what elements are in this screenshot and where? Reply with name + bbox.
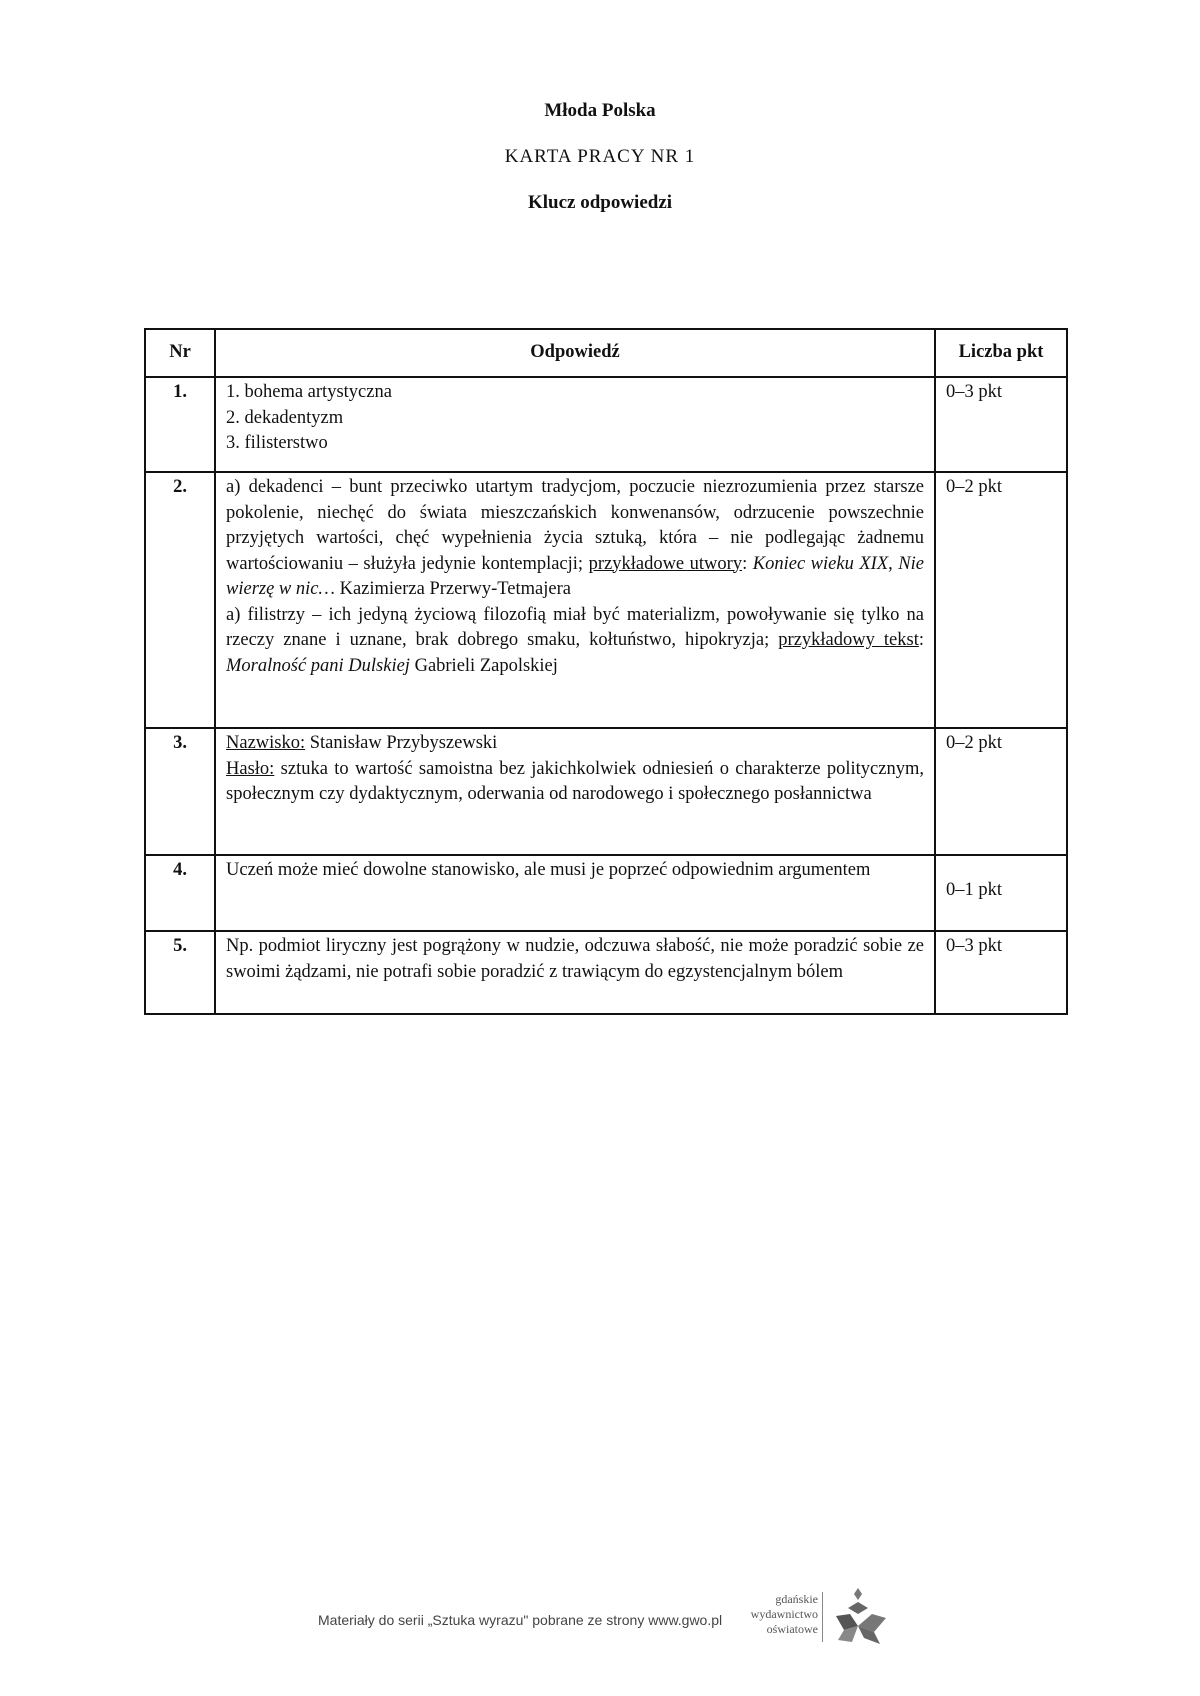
slogan-label: Hasło: xyxy=(226,758,275,779)
publisher-name-line: gdańskie xyxy=(775,1592,818,1606)
header-answer: Odpowiedź xyxy=(215,329,935,377)
answer-line: 2. dekadentyzm xyxy=(226,407,344,428)
publisher-name-line: oświatowe xyxy=(766,1622,818,1636)
row-points: 0–2 pkt xyxy=(935,472,1067,728)
row-number: 1. xyxy=(145,377,215,472)
gwo-logo-icon xyxy=(828,1586,890,1646)
row-answer xyxy=(215,728,935,855)
answer-paragraph-decadents xyxy=(226,475,924,603)
publisher-name xyxy=(740,1592,818,1637)
document-title: Młoda Polska xyxy=(544,100,656,121)
author-name: Gabrieli Zapolskiej xyxy=(409,655,558,676)
table-row xyxy=(145,728,1067,855)
work-title: Nie wierzę w nic… xyxy=(226,553,924,599)
row-number: 5. xyxy=(145,931,215,1014)
row-number: 4. xyxy=(145,855,215,931)
work-title: Moralność pani Dulskiej xyxy=(226,655,410,676)
answer-text: : xyxy=(918,630,924,650)
answer-text: , xyxy=(888,553,899,574)
surname-value: Stanisław Przybyszewski xyxy=(305,733,498,753)
slogan-value: sztuka to wartość samoistna bez jakichkolwiek odniesień o charakterze politycznym, społecznym czy dydaktycznym, oderwania od narodowego i społecznego posłannictwa xyxy=(226,758,924,804)
answer-key-title: Klucz odpowiedzi xyxy=(527,192,673,213)
answer-paragraph-philistines xyxy=(226,603,924,680)
work-title: Koniec wieku XIX xyxy=(752,553,889,574)
page-footer xyxy=(0,1586,1200,1656)
row-number: 2. xyxy=(145,472,215,728)
example-text-label: przykładowy tekst xyxy=(778,630,919,650)
row-answer: Np. podmiot liryczny jest pogrążony w nudzie, odczuwa słabość, nie może poradzić sobie ze swoimi żądzami, nie potrafi sobie poradzić z trawiącym do egzystencjalnym bólem xyxy=(215,931,935,1014)
row-answer xyxy=(215,472,935,728)
table-row xyxy=(145,931,1067,1014)
header-points: Liczba pkt xyxy=(935,329,1067,377)
row-answer: Uczeń może mieć dowolne stanowisko, ale musi je poprzeć odpowiednim argumentem xyxy=(215,855,935,931)
table-header-row xyxy=(145,329,1067,377)
worksheet-number: KARTA PRACY NR 1 xyxy=(504,146,696,167)
publisher-name-line: wydawnictwo xyxy=(750,1607,818,1621)
table-row xyxy=(145,472,1067,728)
surname-label: Nazwisko: xyxy=(226,733,306,753)
row-answer xyxy=(215,377,935,472)
footer-divider xyxy=(822,1592,823,1642)
answer-text: a) dekadenci – bunt przeciwko utartym tradycjom, poczucie niezrozumienia przez starsze pokolenie, niechęć do świata mieszczańskich konwenansów, odrzucenie powszechnie przyjętych wartości, chęć wypełnienia życia sztuką, która – nie podlegając żadnemu wartościowaniu – służyła jedynie kontemplacji; xyxy=(226,477,924,574)
slogan-line xyxy=(226,757,924,808)
row-number: 3. xyxy=(145,728,215,855)
surname-line xyxy=(226,731,924,757)
row-points: 0–2 pkt xyxy=(935,728,1067,855)
table-row xyxy=(145,855,1067,931)
answer-text: : xyxy=(742,553,753,574)
header-nr: Nr xyxy=(145,329,215,377)
example-works-label: przykładowe utwory xyxy=(588,553,743,574)
answer-line: 1. bohema artystyczna xyxy=(226,382,392,402)
author-name: Kazimierza Przerwy-Tetmajera xyxy=(334,579,571,599)
answer-line: 3. filisterstwo xyxy=(226,433,328,453)
answer-text: a) filistrzy – ich jedyną życiową filozofią miał być materializm, powoływanie się tylko na rzeczy znane i uznane, brak dobrego smaku, kołtuństwo, hipokryzja; xyxy=(226,604,924,650)
table-row xyxy=(145,377,1067,472)
row-points: 0–3 pkt xyxy=(935,931,1067,1014)
row-points: 0–3 pkt xyxy=(935,377,1067,472)
answer-key-table xyxy=(144,328,1068,1015)
footer-source-text: Materiały do serii „Sztuka wyrazu" pobrane ze strony www.gwo.pl xyxy=(318,1612,723,1628)
row-points: 0–1 pkt xyxy=(935,855,1067,931)
